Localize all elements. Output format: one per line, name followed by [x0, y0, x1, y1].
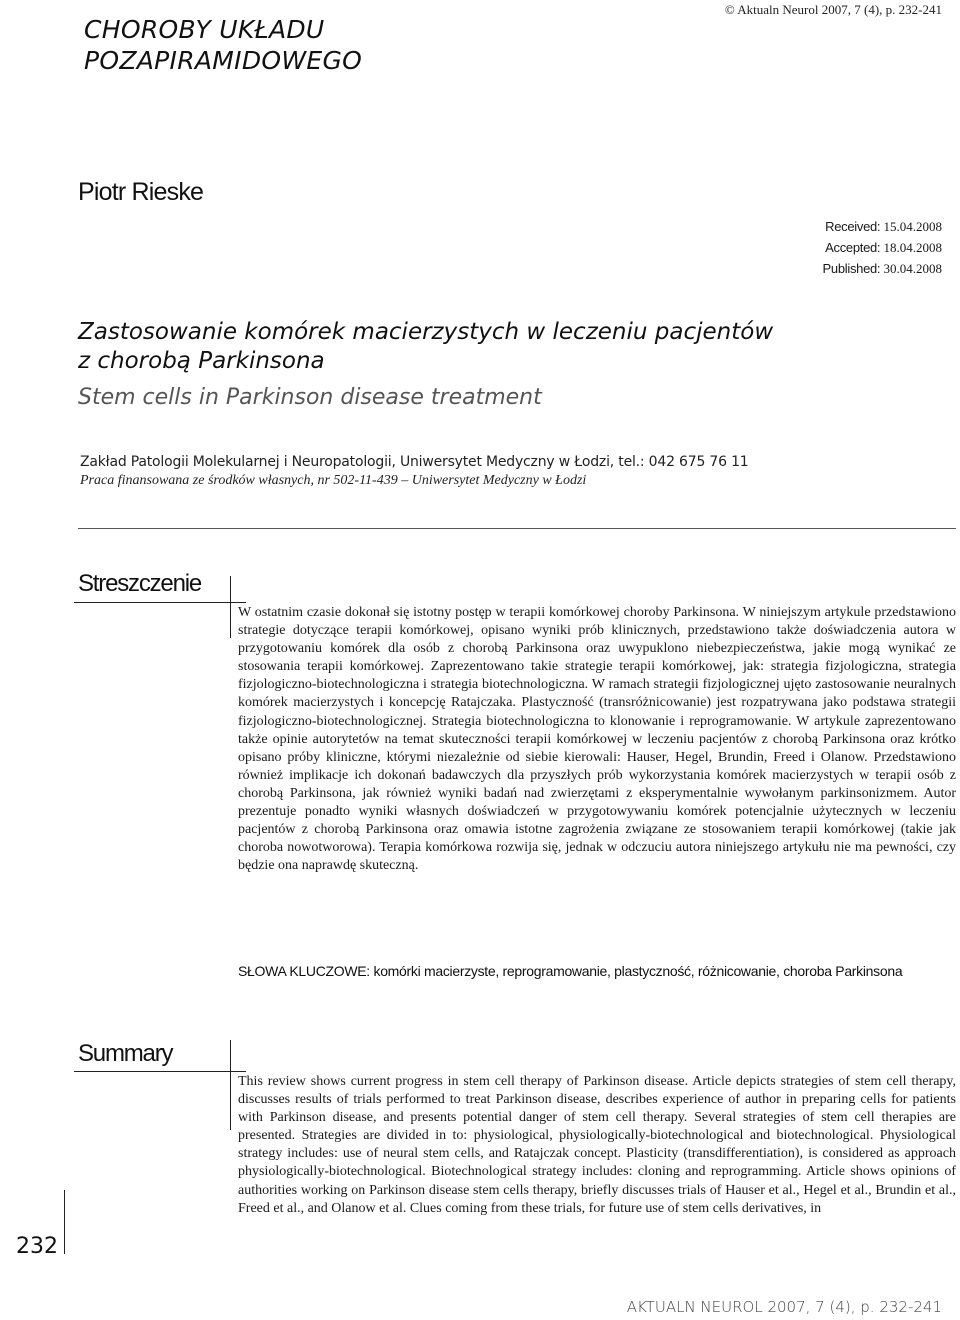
footer-citation: AKTUALN NEUROL 2007, 7 (4), p. 232-241	[626, 1298, 942, 1316]
published-value: 30.04.2008	[883, 261, 942, 276]
accepted-date	[823, 237, 942, 258]
section-title	[84, 14, 544, 76]
summary-heading: Summary	[78, 1040, 173, 1067]
title-pl-line1: Zastosowanie komórek macierzystych w leczeniu pacjentów	[78, 319, 774, 345]
author-name: Piotr Rieske	[78, 178, 204, 206]
journal-citation: © Aktualn Neurol 2007, 7 (4), p. 232-241	[724, 2, 942, 17]
article-title-en: Stem cells in Parkinson disease treatment	[78, 385, 542, 410]
abstract-en: This review shows current progress in stem cell therapy of Parkinson disease. Article depicts strategies of stem cell therapy, discusses results of trials performed to treat Parkinson disease, describes experience of author in preparing cells for patients with Parkinson disease, and presents potential danger of stem cell therapy. Several strategies of stem cell therapies are presented. Strategies are divided in to: physiological, physiologically-biotechnological and biotechnological. Physiological strategy includes: use of neural stem cells, and Ratajczak concept. Plasticity (transdifferentiation), is considered as approach physiologically-biotechnological. Biotechnological strategy includes: cloning and reprogramming. Article shows opinions of authorities working on Parkinson disease stem cells therapy, briefly discusses trials of Hauser et al., Hegel et al., Brundin et al., Freed et al., and Olanow et al. Clues coming from these trials, for future use of stem cells derivatives, in	[238, 1074, 956, 1216]
published-label: Published:	[822, 261, 881, 276]
page-number-rule	[64, 1190, 65, 1254]
received-date	[823, 216, 942, 237]
section-title-line2: POZAPIRAMIDOWEGO	[84, 46, 363, 75]
title-pl-line2: z chorobą Parkinsona	[78, 348, 325, 374]
received-label: Received:	[825, 219, 881, 234]
funding-note: Praca finansowana ze środków własnych, nr 502-11-439 – Uniwersytet Medyczny w Łodzi	[80, 473, 587, 488]
article-dates	[823, 216, 942, 279]
summary-underline	[74, 1071, 246, 1072]
accepted-label: Accepted:	[825, 240, 881, 255]
keywords	[238, 962, 956, 981]
page-number: 232	[16, 1234, 58, 1259]
affiliation: Zakład Patologii Molekularnej i Neuropatologii, Uniwersytet Medyczny w Łodzi, tel.: 042 675 76 11	[80, 454, 749, 470]
divider	[78, 528, 956, 529]
keywords-list: komórki macierzyste, reprogramowanie, plastyczność, różnicowanie, choroba Parkinsona	[373, 963, 903, 979]
abstract-pl: W ostatnim czasie dokonał się istotny postęp w terapii komórkowej choroby Parkinsona. W niniejszym artykule przedstawiono strategie dotyczące terapii komórkowej, opisano wyniki prób klinicznych, przedstawiono także doświadczenia autora w przygotowaniu komórek dla osób z chorobą Parkinsona oraz uwypuklono niebezpieczeństwa, jakie mogą wynikać ze stosowania terapii komórkowej. Zaprezentowano takie strategie terapii komórkowej, jak: strategia fizjologiczna, strategia fizjologiczno-biotechnologiczna i strategia biotechnologiczna. W ramach strategii fizjologicznej ujęto zastosowanie neuralnych komórek macierzystych i koncepcję Ratajczaka. Plastyczność (transróżnicowanie) jest rozpatrywana jako podstawa strategii fizjologiczno-biotechnologicznej. Strategia biotechnologiczna to klonowanie i reprogramowanie. W artykule zaprezentowano także opinie autorytetów na temat skuteczności terapii komórkowej w leczeniu pacjentów z chorobą Parkinsona oraz krótko opisano próby kliniczne, którymi niezależnie od siebie kierowali: Hauser, Hegel, Brundin, Freed i Olanow. Przedstawiono również implikacje ich dokonań badawczych dla przyszłych prób wykorzystania komórek macierzystych w terapii osób z chorobą Parkinsona, jak również wyniki badań nad zwierzętami z eksperymentalnie wywołanym parkinsonizmem. Autor prezentuje ponadto wyniki własnych doświadczeń w przygotowywaniu komórek potencjalnie użytecznych w leczeniu pacjentów z chorobą Parkinsona oraz omawia istotne zagrożenia związane ze stosowaniem terapii komórkowej (takie jak choroba nowotworowa). Terapia komórkowa rozwija się, jednak w odczuciu autora niniejszego artykułu nie ma pewności, czy będzie ona naprawdę skuteczną.	[238, 605, 956, 874]
accepted-value: 18.04.2008	[883, 240, 942, 255]
keywords-label: SŁOWA KLUCZOWE:	[238, 963, 370, 979]
streszczenie-heading: Streszczenie	[78, 570, 201, 597]
received-value: 15.04.2008	[883, 219, 942, 234]
streszczenie-underline	[74, 602, 246, 603]
summary-vertical-rule	[230, 1040, 231, 1130]
published-date	[823, 258, 942, 279]
streszczenie-vertical-rule	[230, 576, 231, 638]
article-title-pl	[78, 318, 938, 376]
section-title-line1: CHOROBY UKŁADU	[84, 15, 325, 44]
